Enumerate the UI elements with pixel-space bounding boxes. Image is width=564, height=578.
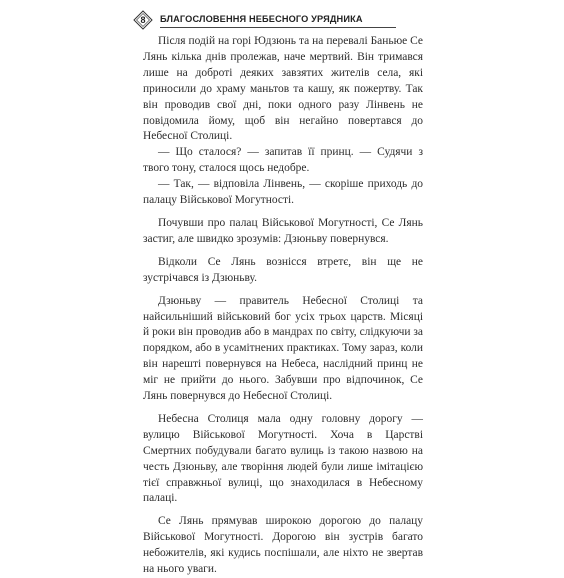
page-number: 8: [140, 15, 146, 25]
running-header: [133, 10, 403, 30]
paragraph: Дзюньву — правитель Небесної Столиці та найсильніший військовий бог усіх трьох царств. Місяці й роки він проводив або в мандрах по світу, слідкуючи за порядком, або в усамітнених практиках. Тому зараз, коли він нарешті повернувся на Небеса, наслідний принц не міг не прийти до нього. Забувши про відпочинок, Се Лянь повернувся до Небесної Столиці.: [143, 294, 423, 403]
paragraph: Почувши про палац Військової Могутності, Се Лянь застиг, але швидко зрозумів: Дзюньву повернувся.: [143, 216, 423, 245]
paragraph: Се Лянь прямував широкою дорогою до палацу Військової Могутності. Дорогою він зустрів багато небожителів, які кудись поспішали, але ніхто не звертав на нього уваги.: [143, 515, 423, 576]
paragraph: Після подій на горі Юдзюнь та на перевалі Баньюе Се Лянь кілька днів пролежав, наче мертвий. Він тримався лише на доброті деяких завзятих жителів села, які приносили до храму маньтов та кашу, як пожертву. Так він проводив свої дні, поки одного разу Лінвень не повідомила йому, щоб він негайно повертався до Небесної Столиці.: [143, 35, 423, 143]
paragraph: — Так, — відповіла Лінвень, — скоріше приходь до палацу Військової Могутності.: [143, 178, 423, 207]
page-number-badge: [133, 10, 153, 30]
body-text: [143, 34, 423, 578]
header-rule: [160, 27, 396, 28]
running-title: БЛАГОСЛОВЕННЯ НЕБЕСНОГО УРЯДНИКА: [160, 14, 363, 24]
paragraph: Відколи Се Лянь вознісся втретє, він ще не зустрічався із Дзюньву.: [143, 255, 423, 284]
paragraph: — Що сталося? — запитав її принц. — Судячи з твого тону, сталося щось недобре.: [143, 146, 423, 175]
paragraph: Небесна Столиця мала одну головну дорогу — вулицю Військової Могутності. Хоча в Царстві Смертних побудували багато вулиць із такою назвою на честь Дзюньву, але творіння людей були лише імітацією тієї справжньої вулиці, що знаходилася в Небесному палаці.: [143, 412, 423, 505]
